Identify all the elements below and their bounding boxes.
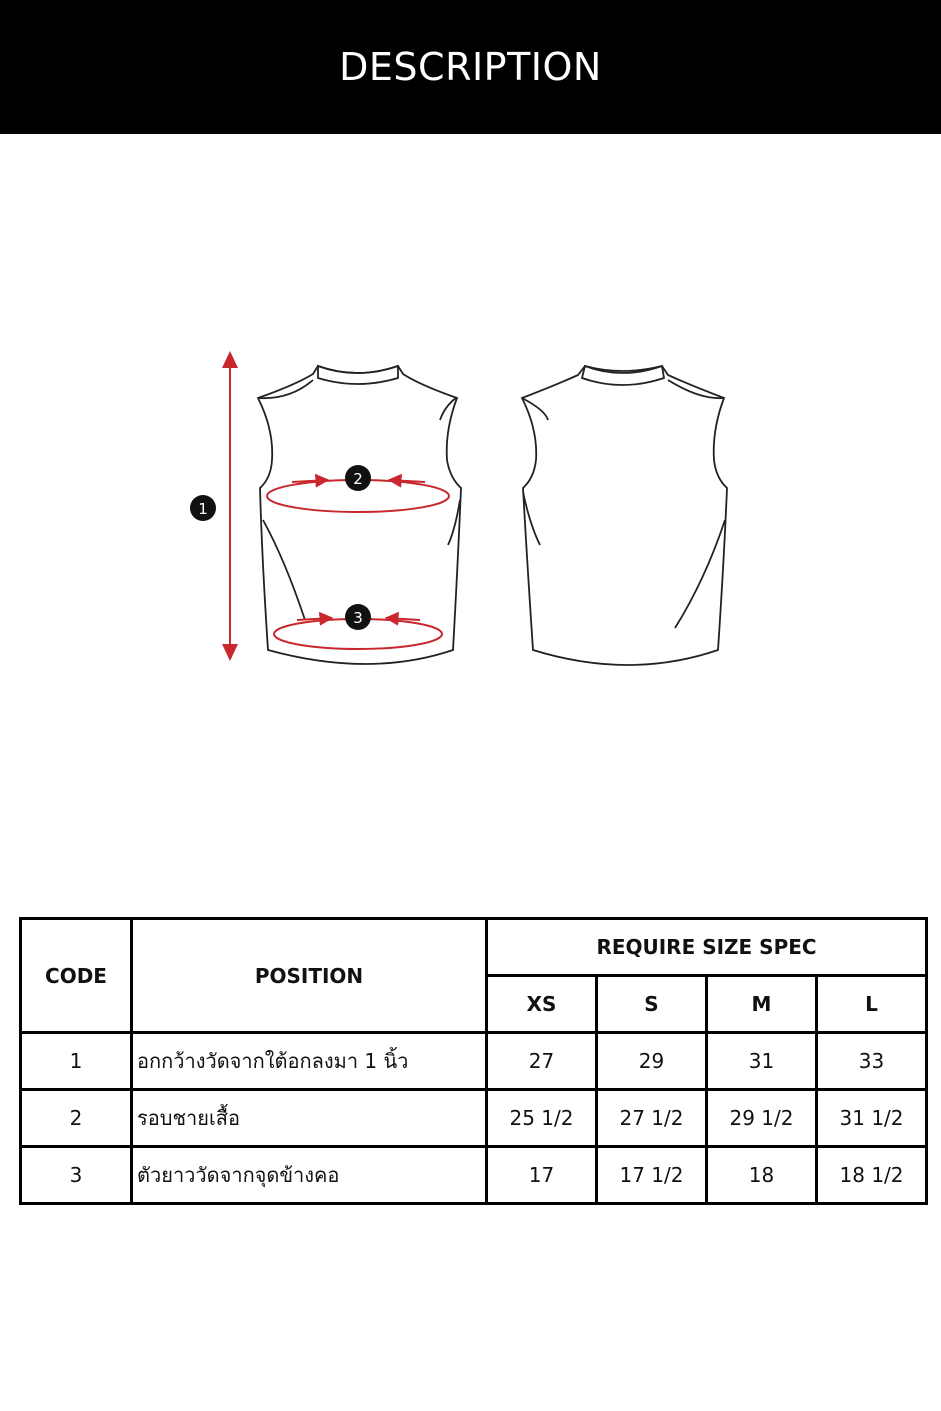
header-code: CODE <box>21 919 132 1033</box>
row-value-xs: 25 1/2 <box>487 1090 597 1147</box>
svg-text:2: 2 <box>353 470 363 488</box>
marker-2 <box>345 465 371 491</box>
header-bar <box>0 0 941 134</box>
marker-3 <box>345 604 371 630</box>
marker-1 <box>190 495 216 521</box>
svg-text:1: 1 <box>198 500 208 518</box>
row-value-s: 17 1/2 <box>597 1147 707 1204</box>
header-position: POSITION <box>132 919 487 1033</box>
row-value-s: 29 <box>597 1033 707 1090</box>
table-row <box>21 1090 927 1147</box>
row-value-m: 31 <box>707 1033 817 1090</box>
row-value-m: 18 <box>707 1147 817 1204</box>
row-value-l: 18 1/2 <box>817 1147 927 1204</box>
row-position: ตัวยาววัดจากจุดข้างคอ <box>132 1147 487 1204</box>
row-code: 1 <box>21 1033 132 1090</box>
header-size-s: S <box>597 976 707 1033</box>
row-code: 2 <box>21 1090 132 1147</box>
row-value-xs: 27 <box>487 1033 597 1090</box>
page-title: DESCRIPTION <box>339 45 602 89</box>
length-arrow <box>222 351 238 661</box>
header-size-spec: REQUIRE SIZE SPEC <box>487 919 927 976</box>
header-size-xs: XS <box>487 976 597 1033</box>
header-size-m: M <box>707 976 817 1033</box>
table-row <box>21 1147 927 1204</box>
row-code: 3 <box>21 1147 132 1204</box>
table-row <box>21 1033 927 1090</box>
row-position: รอบชายเสื้อ <box>132 1090 487 1147</box>
row-value-l: 31 1/2 <box>817 1090 927 1147</box>
svg-text:3: 3 <box>353 609 363 627</box>
header-size-l: L <box>817 976 927 1033</box>
garment-diagram <box>0 300 941 720</box>
row-value-s: 27 1/2 <box>597 1090 707 1147</box>
row-value-xs: 17 <box>487 1147 597 1204</box>
row-position: อกกว้างวัดจากใต้อกลงมา 1 นิ้ว <box>132 1033 487 1090</box>
size-spec-table <box>19 917 928 1205</box>
vest-back <box>522 366 727 665</box>
row-value-l: 33 <box>817 1033 927 1090</box>
row-value-m: 29 1/2 <box>707 1090 817 1147</box>
